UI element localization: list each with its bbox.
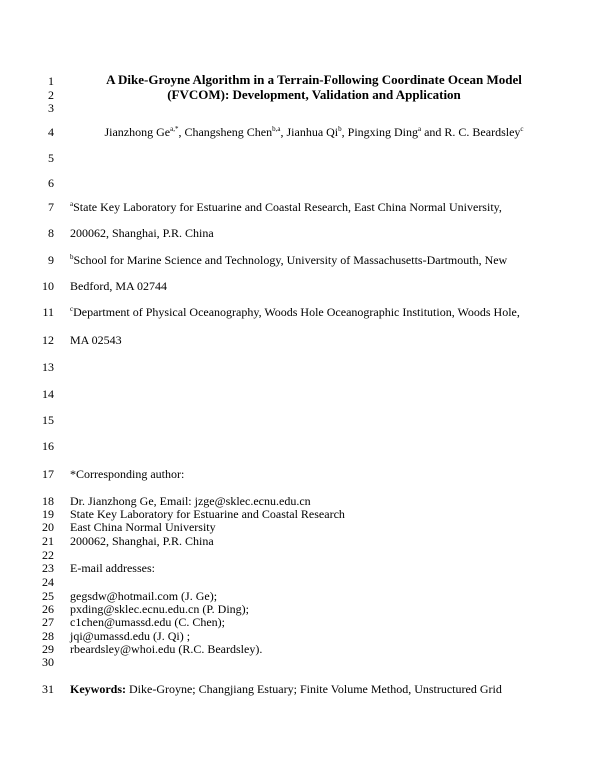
corresponding-line: 200062, Shanghai, P.R. China xyxy=(70,534,214,548)
line-number: 23 xyxy=(42,561,54,575)
email-item: pxding@sklec.ecnu.edu.cn (P. Ding); xyxy=(70,602,250,616)
line-number: 9 xyxy=(48,253,54,267)
author-name: R. C. Beardsley xyxy=(444,125,521,139)
line-number: 13 xyxy=(42,360,54,374)
paper-title-line1: A Dike-Groyne Algorithm in a Terrain-Following Coordinate Ocean Model xyxy=(106,72,522,87)
affiliation-mark: b xyxy=(70,253,74,261)
line-number: 7 xyxy=(48,200,54,214)
line-number: 27 xyxy=(42,615,54,629)
author-name: Changsheng Chen xyxy=(184,125,273,139)
line-number: 22 xyxy=(42,548,54,562)
author-name: Pingxing Ding xyxy=(347,125,418,139)
author-separator: , xyxy=(178,125,185,139)
line-number: 15 xyxy=(42,413,54,427)
line-number: 3 xyxy=(48,101,54,115)
author-separator: , xyxy=(280,125,287,139)
email-heading: E-mail addresses: xyxy=(70,561,155,575)
line-number: 1 xyxy=(48,74,54,88)
line-number: 14 xyxy=(42,387,54,401)
line-number: 29 xyxy=(42,642,54,656)
affiliation-b-line1 xyxy=(70,253,507,267)
email-item: gegsdw@hotmail.com (J. Ge); xyxy=(70,589,218,603)
affiliation-mark: c xyxy=(70,305,74,313)
line-number: 21 xyxy=(42,534,54,548)
line-number: 19 xyxy=(42,507,54,521)
keywords-label: Keywords: xyxy=(70,682,126,696)
corresponding-heading: *Corresponding author: xyxy=(70,467,185,481)
line-number: 12 xyxy=(42,333,54,347)
author-list xyxy=(54,125,574,139)
line-number: 11 xyxy=(42,305,54,319)
line-number: 28 xyxy=(42,629,54,643)
corresponding-line: East China Normal University xyxy=(70,520,216,534)
author-separator: and xyxy=(421,125,445,139)
line-number: 16 xyxy=(42,439,54,453)
affiliation-text: School for Marine Science and Technology, University of Massachusetts-Dartmouth, New xyxy=(73,253,508,267)
keywords xyxy=(70,682,502,696)
email-item: rbeardsley@whoi.edu (R.C. Beardsley). xyxy=(70,642,263,656)
line-number: 5 xyxy=(48,151,54,165)
affiliation-mark: a xyxy=(70,200,74,208)
email-item: c1chen@umassd.edu (C. Chen); xyxy=(70,615,226,629)
line-number: 2 xyxy=(48,88,54,102)
line-number: 18 xyxy=(42,494,54,508)
author-affiliation-mark: a,* xyxy=(170,125,179,133)
line-number: 6 xyxy=(48,176,54,190)
affiliation-c-line1 xyxy=(70,305,520,319)
author-name: Jianzhong Ge xyxy=(104,125,171,139)
affiliation-a-line2: 200062, Shanghai, P.R. China xyxy=(70,226,214,240)
line-number: 4 xyxy=(48,125,54,139)
line-number: 30 xyxy=(42,655,54,669)
affiliation-b-line2: Bedford, MA 02744 xyxy=(70,279,167,293)
line-number: 25 xyxy=(42,589,54,603)
line-number: 8 xyxy=(48,226,54,240)
affiliation-text: State Key Laboratory for Estuarine and Coastal Research, East China Normal University, xyxy=(73,200,502,214)
paper-title-line2: (FVCOM): Development, Validation and Application xyxy=(167,87,461,102)
line-number: 26 xyxy=(42,602,54,616)
keywords-text: Dike-Groyne; Changjiang Estuary; Finite Volume Method, Unstructured Grid xyxy=(126,682,502,696)
author-affiliation-mark: a xyxy=(417,125,422,133)
line-number: 24 xyxy=(42,575,54,589)
author-separator: , xyxy=(341,125,348,139)
email-item: jqi@umassd.edu (J. Qi) ; xyxy=(70,629,191,643)
author-affiliation-mark: b,a xyxy=(272,125,281,133)
affiliation-c-line2: MA 02543 xyxy=(70,333,122,347)
author-affiliation-mark: c xyxy=(520,125,524,133)
affiliation-a-line1 xyxy=(70,200,502,214)
author-affiliation-mark: b xyxy=(338,125,342,133)
corresponding-line: State Key Laboratory for Estuarine and Coastal Research xyxy=(70,507,345,521)
line-number: 20 xyxy=(42,520,54,534)
author-name: Jianhua Qi xyxy=(286,125,339,139)
affiliation-text: Department of Physical Oceanography, Woods Hole Oceanographic Institution, Woods Hole, xyxy=(73,305,520,319)
line-number: 31 xyxy=(42,682,54,696)
corresponding-line: Dr. Jianzhong Ge, Email: jzge@sklec.ecnu.edu.cn xyxy=(70,494,311,508)
line-number: 10 xyxy=(42,279,54,293)
line-number: 17 xyxy=(42,467,54,481)
